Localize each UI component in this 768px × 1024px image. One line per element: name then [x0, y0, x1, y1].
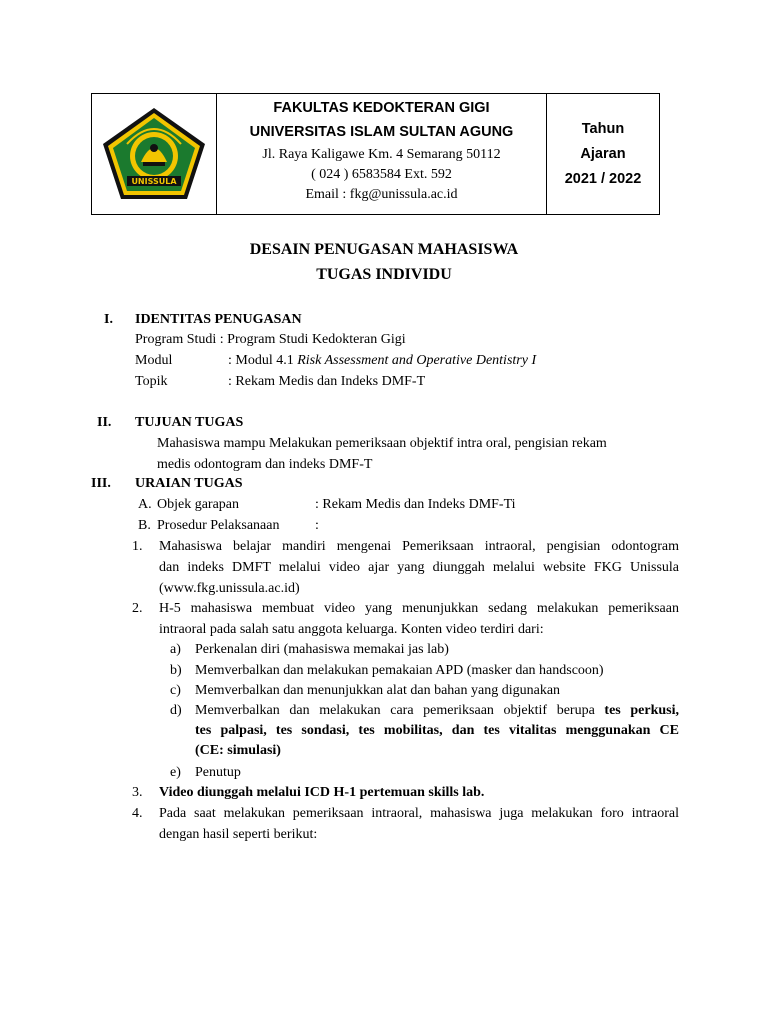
sub-b-text: Memverbalkan dan melakukan pemakaian APD (masker dan handscoon)	[195, 663, 604, 678]
item-b-label: B.	[138, 518, 151, 533]
sub-b-label: b)	[170, 663, 182, 678]
institution-info	[217, 94, 547, 214]
step-1-line-1: Mahasiswa belajar mandiri mengenai Pemeriksaan intraoral, pengisian odontogram	[159, 539, 679, 554]
year-label-1: Tahun	[581, 120, 625, 137]
sub-d-line-1: Memverbalkan dan melakukan cara pemeriksaan objektif berupa tes perkusi,	[195, 703, 679, 718]
letterhead	[91, 93, 660, 215]
item-a-value: : Rekam Medis dan Indeks DMF-Ti	[315, 497, 516, 512]
phone: ( 024 ) 6583584 Ext. 592	[311, 167, 452, 182]
step-3-number: 3.	[132, 785, 143, 800]
item-a-text: Objek garapan	[157, 497, 240, 512]
section-3-heading: URAIAN TUGAS	[135, 476, 243, 491]
logo-cell	[92, 94, 217, 214]
sub-a-text: Perkenalan diri (mahasiswa memakai jas lab)	[195, 642, 449, 657]
sub-e-label: e)	[170, 765, 181, 780]
step-1-number: 1.	[132, 539, 143, 554]
sub-a-label: a)	[170, 642, 181, 657]
sub-c-text: Memverbalkan dan menunjukkan alat dan bahan yang digunakan	[195, 683, 561, 698]
year-value: 2021 / 2022	[564, 170, 642, 187]
sub-d-line-3: (CE: simulasi)	[195, 743, 281, 758]
academic-year	[547, 94, 659, 214]
step-1-line-2: dan indeks DMFT melalui video ajar yang diunggah melalui website FKG Unissula	[159, 560, 679, 575]
modul-label: Modul	[135, 353, 173, 368]
item-b-value: :	[315, 518, 319, 533]
year-label-2: Ajaran	[580, 145, 626, 162]
step-3-text: Video diunggah melalui ICD H-1 pertemuan skills lab.	[159, 785, 485, 800]
section-1-number: I.	[104, 312, 113, 327]
address: Jl. Raya Kaligawe Km. 4 Semarang 50112	[262, 147, 501, 162]
topik-label: Topik	[135, 374, 168, 389]
unissula-logo	[97, 104, 211, 204]
step-2-number: 2.	[132, 601, 143, 616]
program-studi: Program Studi : Program Studi Kedokteran Gigi	[135, 332, 406, 347]
section-2-heading: TUJUAN TUGAS	[135, 415, 244, 430]
step-2-line-2: intraoral pada salah satu anggota keluarga. Konten video terdiri dari:	[159, 622, 544, 637]
document-subtitle: TUGAS INDIVIDU	[316, 266, 452, 283]
section-1-heading: IDENTITAS PENUGASAN	[135, 312, 302, 327]
section-2-number: II.	[97, 415, 112, 430]
logo-bottom-text: UNISSULA	[131, 177, 177, 186]
goal-line-1: Mahasiswa mampu Melakukan pemeriksaan objektif intra oral, pengisian rekam	[157, 436, 607, 451]
document-title: DESAIN PENUGASAN MAHASISWA	[249, 241, 519, 258]
sub-e-text: Penutup	[195, 765, 241, 780]
email: Email : fkg@unissula.ac.id	[305, 187, 458, 202]
sub-d-line-2: tes palpasi, tes sondasi, tes mobilitas, dan tes vitalitas menggunakan CE	[195, 723, 679, 738]
step-1-line-3: (www.fkg.unissula.ac.id)	[159, 581, 300, 596]
modul-value: : Modul 4.1 Risk Assessment and Operative Dentistry I	[228, 353, 537, 368]
item-b-text: Prosedur Pelaksanaan	[157, 518, 280, 533]
sub-c-label: c)	[170, 683, 181, 698]
section-3-number: III.	[91, 476, 111, 491]
step-4-number: 4.	[132, 806, 143, 821]
topik-value: : Rekam Medis dan Indeks DMF-T	[228, 374, 426, 389]
step-2-line-1: H-5 mahasiswa membuat video yang menunjukkan sedang melakukan pemeriksaan	[159, 601, 679, 616]
step-4-line-2: dengan hasil seperti berikut:	[159, 827, 318, 842]
step-4-line-1: Pada saat melakukan pemeriksaan intraoral, mahasiswa juga melakukan foro intraoral	[159, 806, 679, 821]
goal-line-2: medis odontogram dan indeks DMF-T	[157, 457, 373, 472]
faculty-name: FAKULTAS KEDOKTERAN GIGI	[273, 100, 490, 116]
university-name: UNIVERSITAS ISLAM SULTAN AGUNG	[249, 124, 514, 140]
sub-d-label: d)	[170, 703, 182, 718]
item-a-label: A.	[138, 497, 152, 512]
modul-title: Risk Assessment and Operative Dentistry I	[297, 353, 537, 368]
